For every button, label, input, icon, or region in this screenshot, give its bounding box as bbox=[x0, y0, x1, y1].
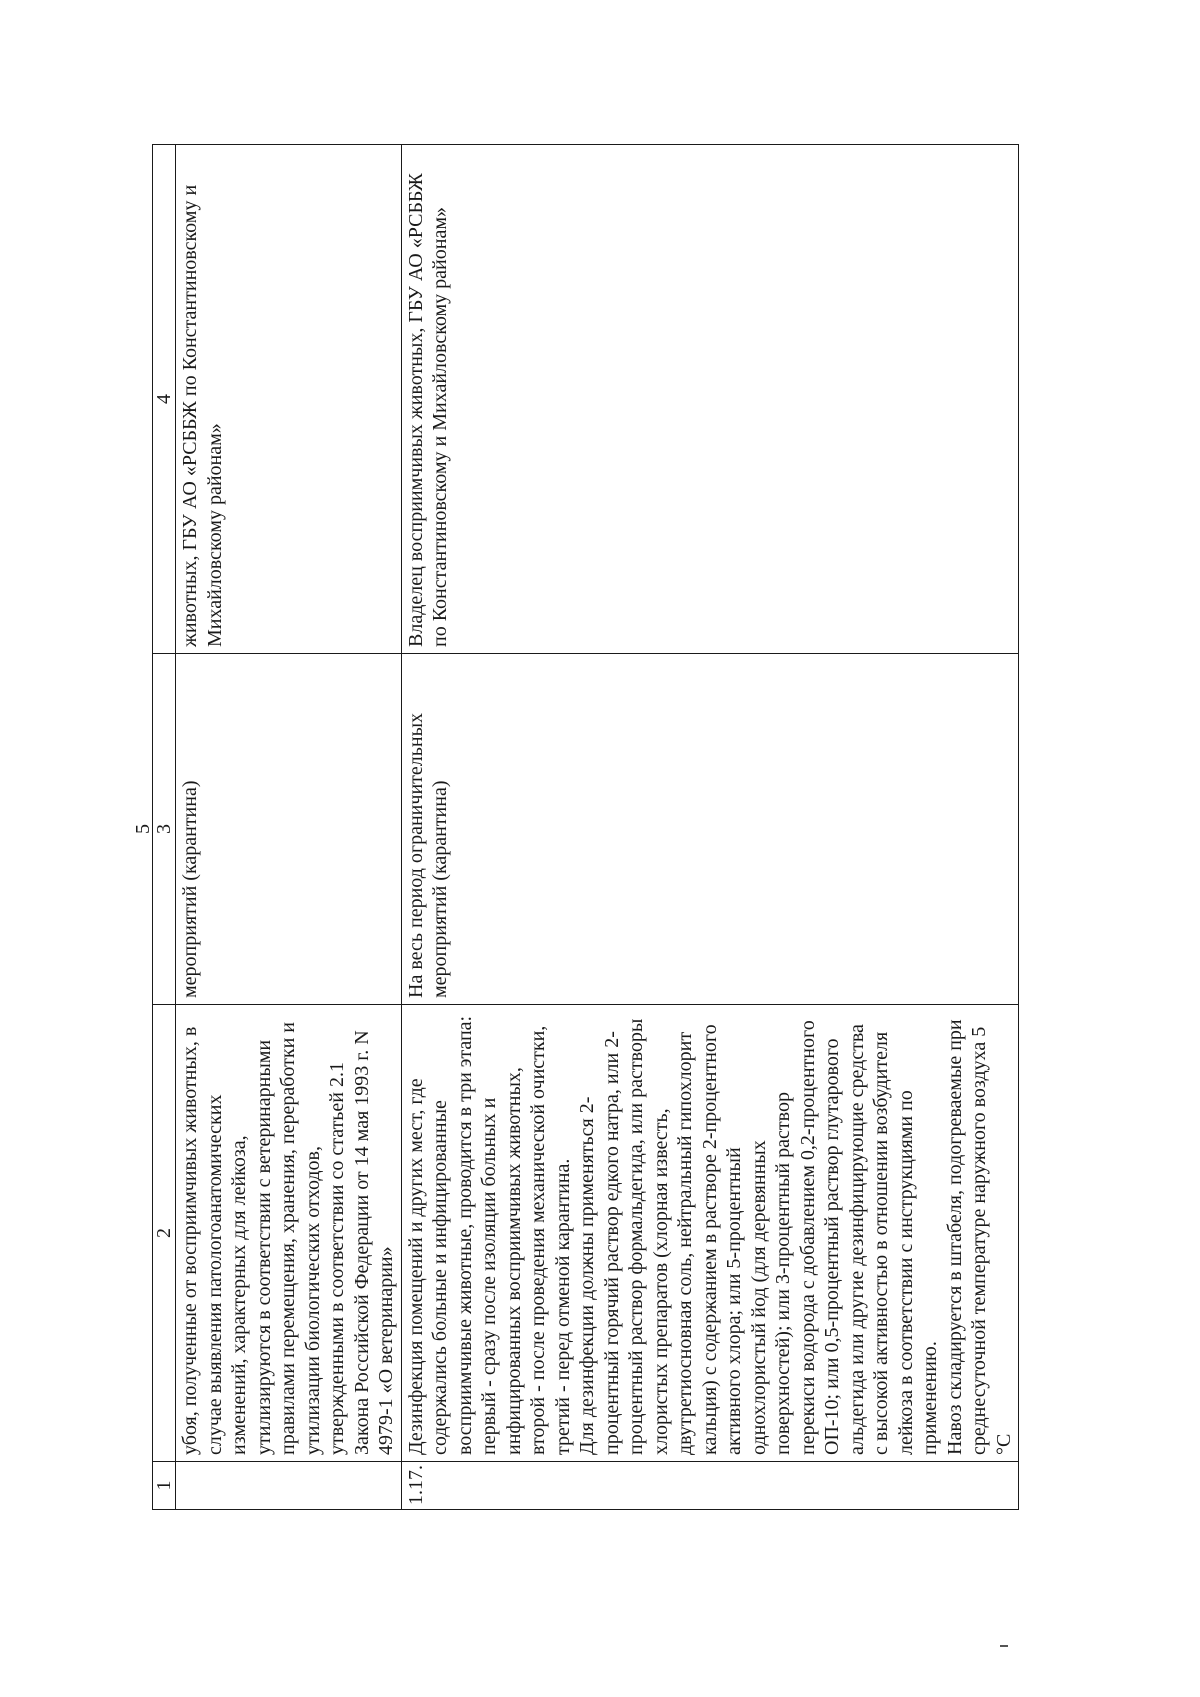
responsible-cell: животных, ГБУ АО «РСББЖ по Константиновскому и Михайловскому районам» bbox=[176, 145, 402, 654]
responsible-cell: Владелец восприимчивых животных, ГБУ АО «РСББЖ по Константиновскому и Михайловскому районам» bbox=[401, 145, 1019, 654]
measure-cell: убоя, полученные от восприимчивых животных, в случае выявления патологоанатомических изменений, характерных для лейкоза, утилизируются в соответствии с ветеринарными правилами перемещения, хранения, переработки и утилизации биологических отходов, утвержденными в соответствии со статьей 2.1 Закона Российской Федерации от 14 мая 1993 г. N 4979-1 «О ветеринарии» bbox=[176, 1005, 402, 1462]
table-row bbox=[176, 145, 402, 1510]
column-header-1: 1 bbox=[153, 1462, 176, 1510]
measures-table bbox=[152, 144, 1019, 1510]
measure-paragraph: Дезинфекция помещений и других мест, где содержались больные и инфицированные восприимчивые животные, проводится в три этапа: первый - сразу после изоляции больных и инфицированных восприимчивых животных, второй - после проведения механической очистки, третий - перед отменой карантина. bbox=[404, 1015, 574, 1455]
measure-paragraph: Для дезинфекции должны применяться 2-процентный горячий раствор едкого натра, или 2-процентный раствор формальдегида, или растворы хлористых препаратов (хлорная известь, двутретиосновная соль, нейтральный гипохлорит кальция) с содержанием в растворе 2-процентного активного хлора; или 5-процентный однохлористый йод (для деревянных поверхностей); или 3-процентный раствор перекиси водорода с добавлением 0,2-процентного ОП-10; или 0,5-процентный раствор глутарового альдегида или другие дезинфицирующие средства с высокой активностью в отношении возбудителя лейкоза в соответствии с инструкциями по применению. bbox=[576, 1018, 941, 1455]
column-header-2: 2 bbox=[153, 1005, 176, 1462]
scan-speck bbox=[1000, 1645, 1008, 1647]
column-header-4: 4 bbox=[153, 145, 176, 654]
page-number: 5 bbox=[132, 824, 154, 834]
period-cell: На весь период ограничительных мероприятий (карантина) bbox=[401, 654, 1019, 1005]
column-header-3: 3 bbox=[153, 654, 176, 1005]
table-row bbox=[401, 145, 1019, 1510]
row-number-cell: 1.17. bbox=[401, 1462, 1019, 1510]
measure-paragraph: Навоз складируется в штабеля, подогреваемые при среднесуточной температуре наружного воздуха 5 °С bbox=[943, 1019, 1015, 1455]
row-number-cell bbox=[176, 1462, 402, 1510]
rotated-landscape-page bbox=[152, 145, 1015, 1510]
period-cell: мероприятий (карантина) bbox=[176, 654, 402, 1005]
table-header-row bbox=[153, 145, 176, 1510]
measure-cell bbox=[401, 1005, 1019, 1462]
